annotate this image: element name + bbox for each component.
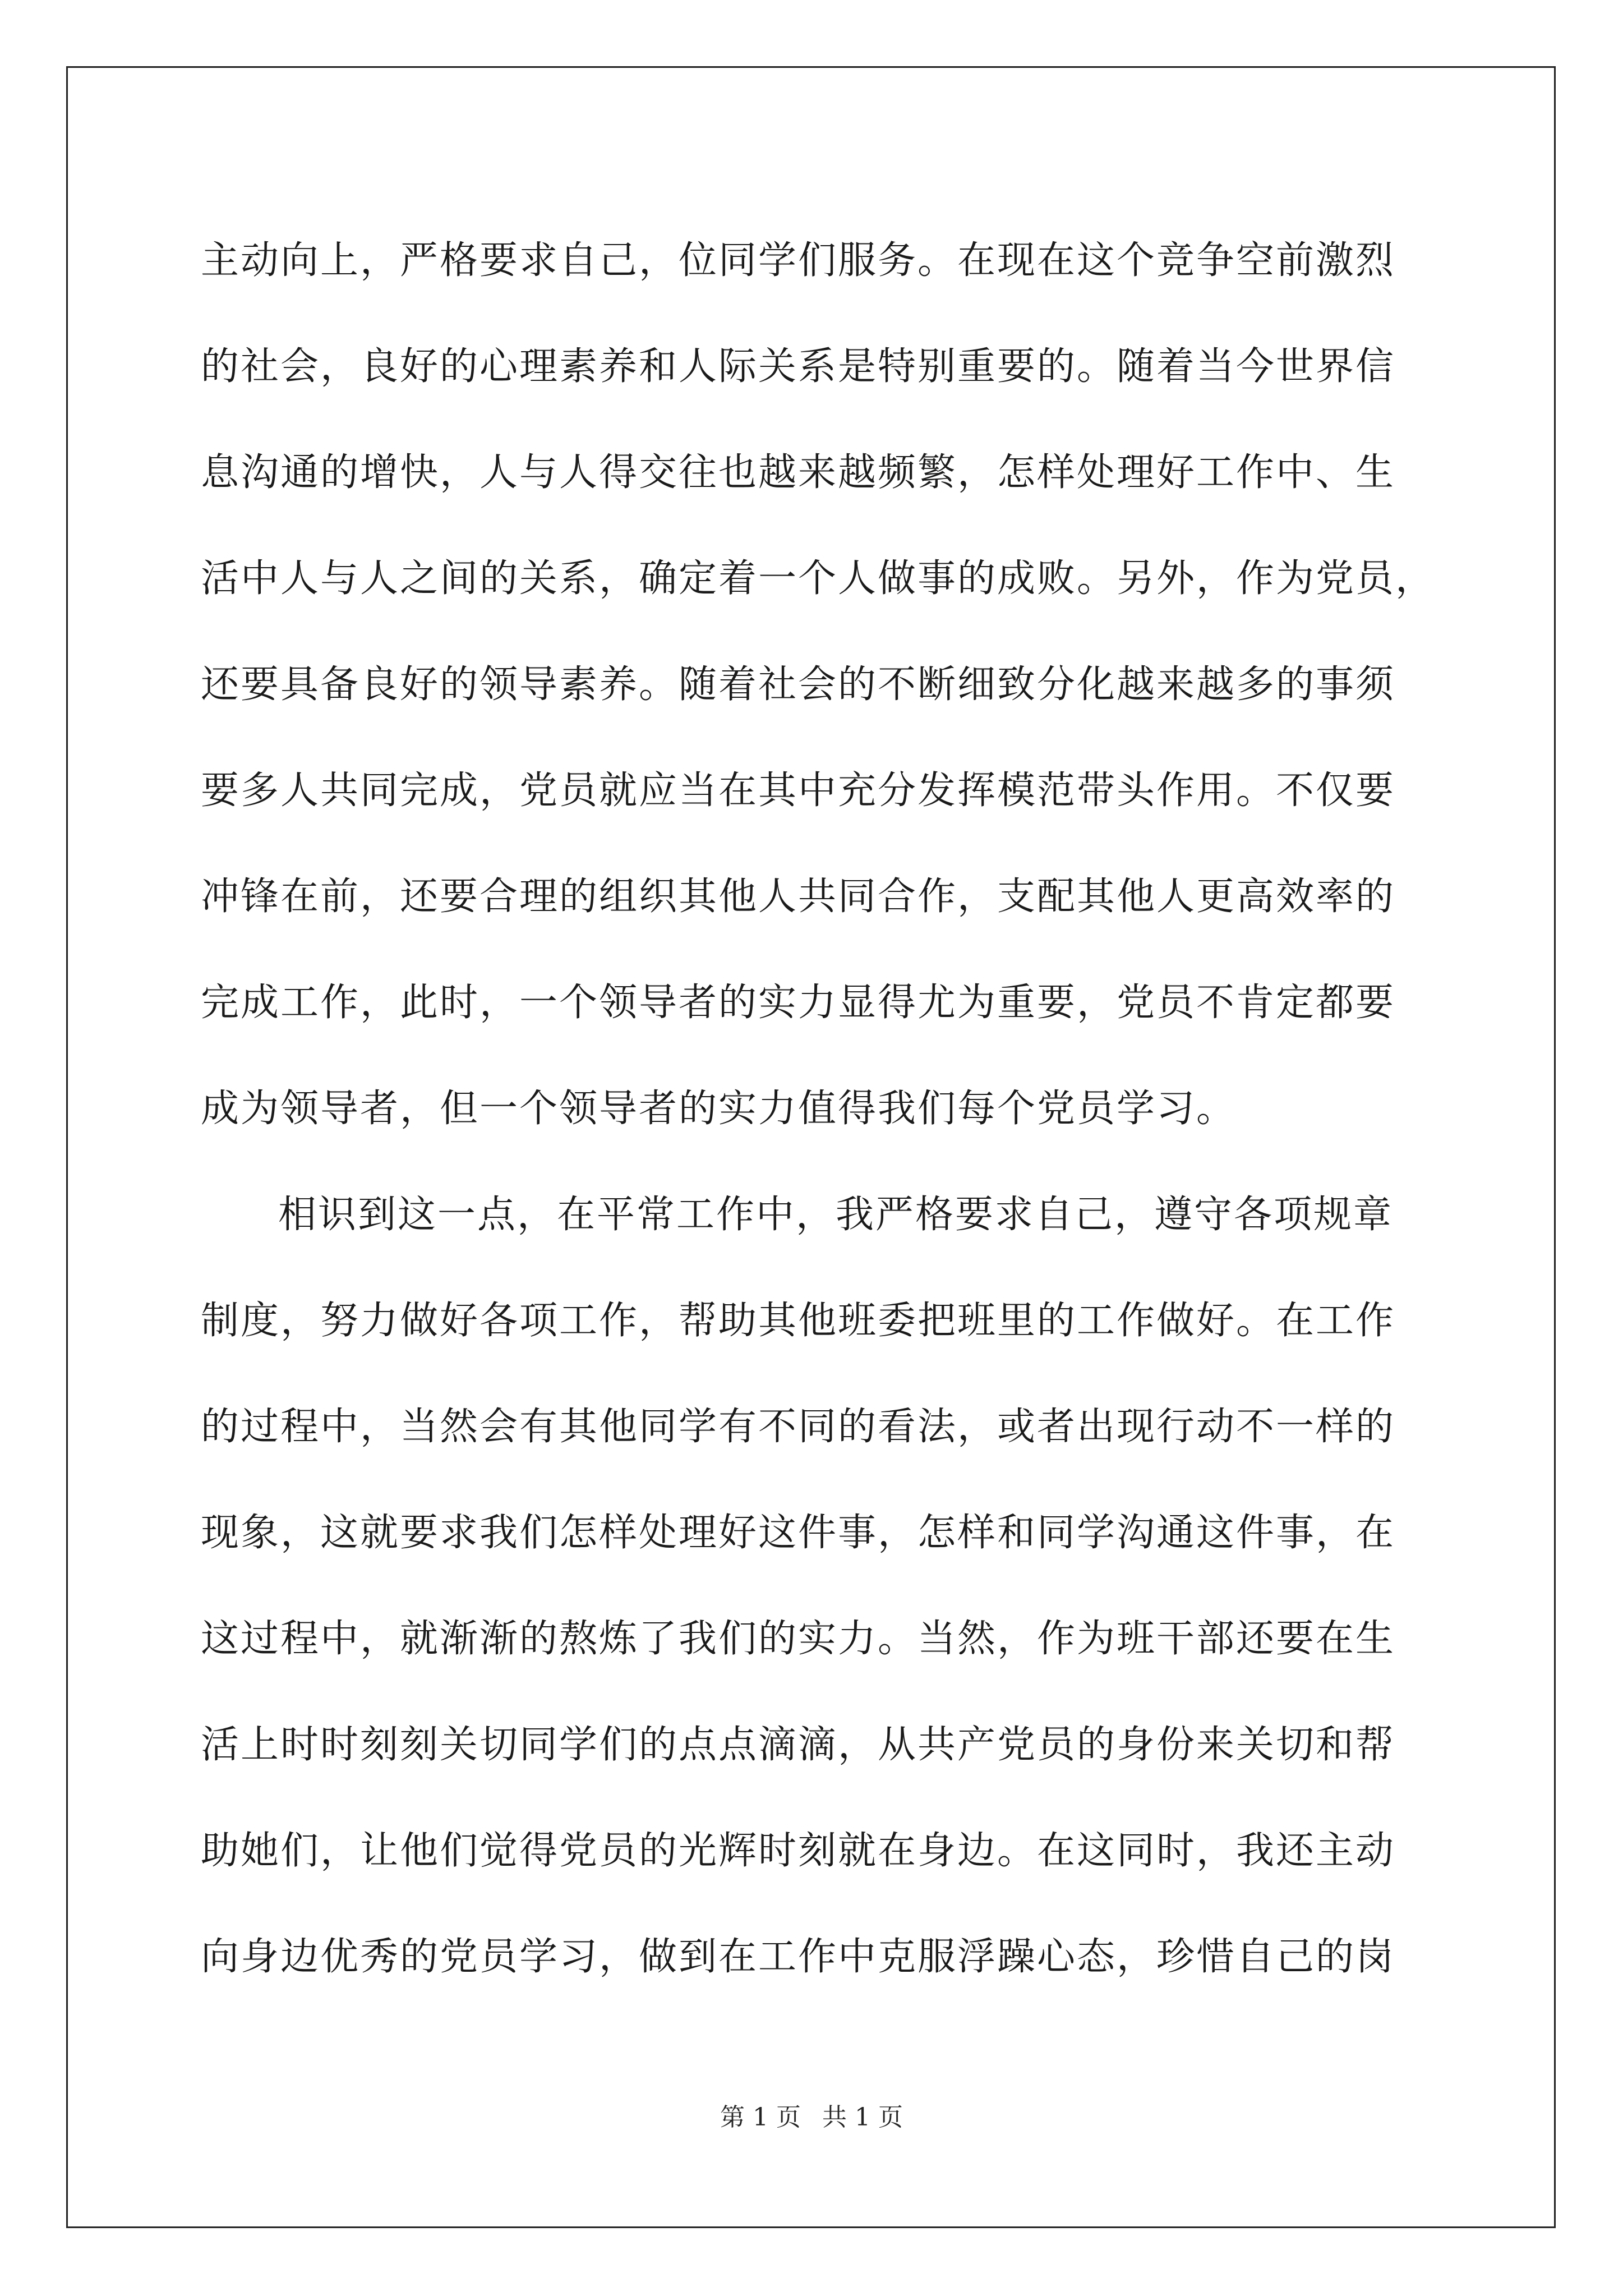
page-number: 第 1 页 xyxy=(720,2103,801,2132)
document-body xyxy=(201,208,1468,2010)
text-line: 主动向上，严格要求自己，位同学们服务。在现在这个竞争空前激烈 xyxy=(201,238,1396,283)
text-line: 现象，这就要求我们怎样处理好这件事，怎样和同学沟通这件事，在 xyxy=(201,1511,1396,1555)
text-line: 助她们，让他们觉得党员的光辉时刻就在身边。在这同时，我还主动 xyxy=(201,1829,1396,1873)
text-line: 的过程中，当然会有其他同学有不同的看法，或者出现行动不一样的 xyxy=(201,1405,1396,1449)
text-line: 向身边优秀的党员学习，做到在工作中克服浮躁心态，珍惜自己的岗 xyxy=(201,1935,1396,1979)
text-line: 完成工作，此时，一个领导者的实力显得尤为重要，党员不肯定都要 xyxy=(201,981,1396,1025)
text-line: 还要具备良好的领导素养。随着社会的不断细致分化越来越多的事须 xyxy=(201,662,1396,707)
page-total: 共 1 页 xyxy=(822,2103,903,2132)
text-line: 这过程中，就渐渐的熬炼了我们的实力。当然，作为班干部还要在生 xyxy=(201,1617,1396,1661)
text-line: 冲锋在前，还要合理的组织其他人共同合作，支配其他人更高效率的 xyxy=(201,875,1396,919)
text-line: 活上时时刻刻关切同学们的点点滴滴，从共产党员的身份来关切和帮 xyxy=(201,1723,1396,1767)
text-line: 成为领导者，但一个领导者的实力值得我们每个党员学习。 xyxy=(201,1087,1237,1131)
text-line: 要多人共同完成，党员就应当在其中充分发挥模范带头作用。不仅要 xyxy=(201,769,1396,813)
text-line: 制度，努力做好各项工作，帮助其他班委把班里的工作做好。在工作 xyxy=(201,1299,1396,1343)
paragraph-start-line: 相识到这一点，在平常工作中，我严格要求自己，遵守各项规章 xyxy=(278,1193,1394,1237)
text-line: 活中人与人之间的关系，确定着一个人做事的成败。另外，作为党员， xyxy=(201,556,1436,601)
text-line: 息沟通的增快，人与人得交往也越来越频繁，怎样处理好工作中、生 xyxy=(201,450,1396,495)
page-footer xyxy=(0,2097,1623,2133)
text-line: 的社会，良好的心理素养和人际关系是特别重要的。随着当今世界信 xyxy=(201,344,1396,389)
